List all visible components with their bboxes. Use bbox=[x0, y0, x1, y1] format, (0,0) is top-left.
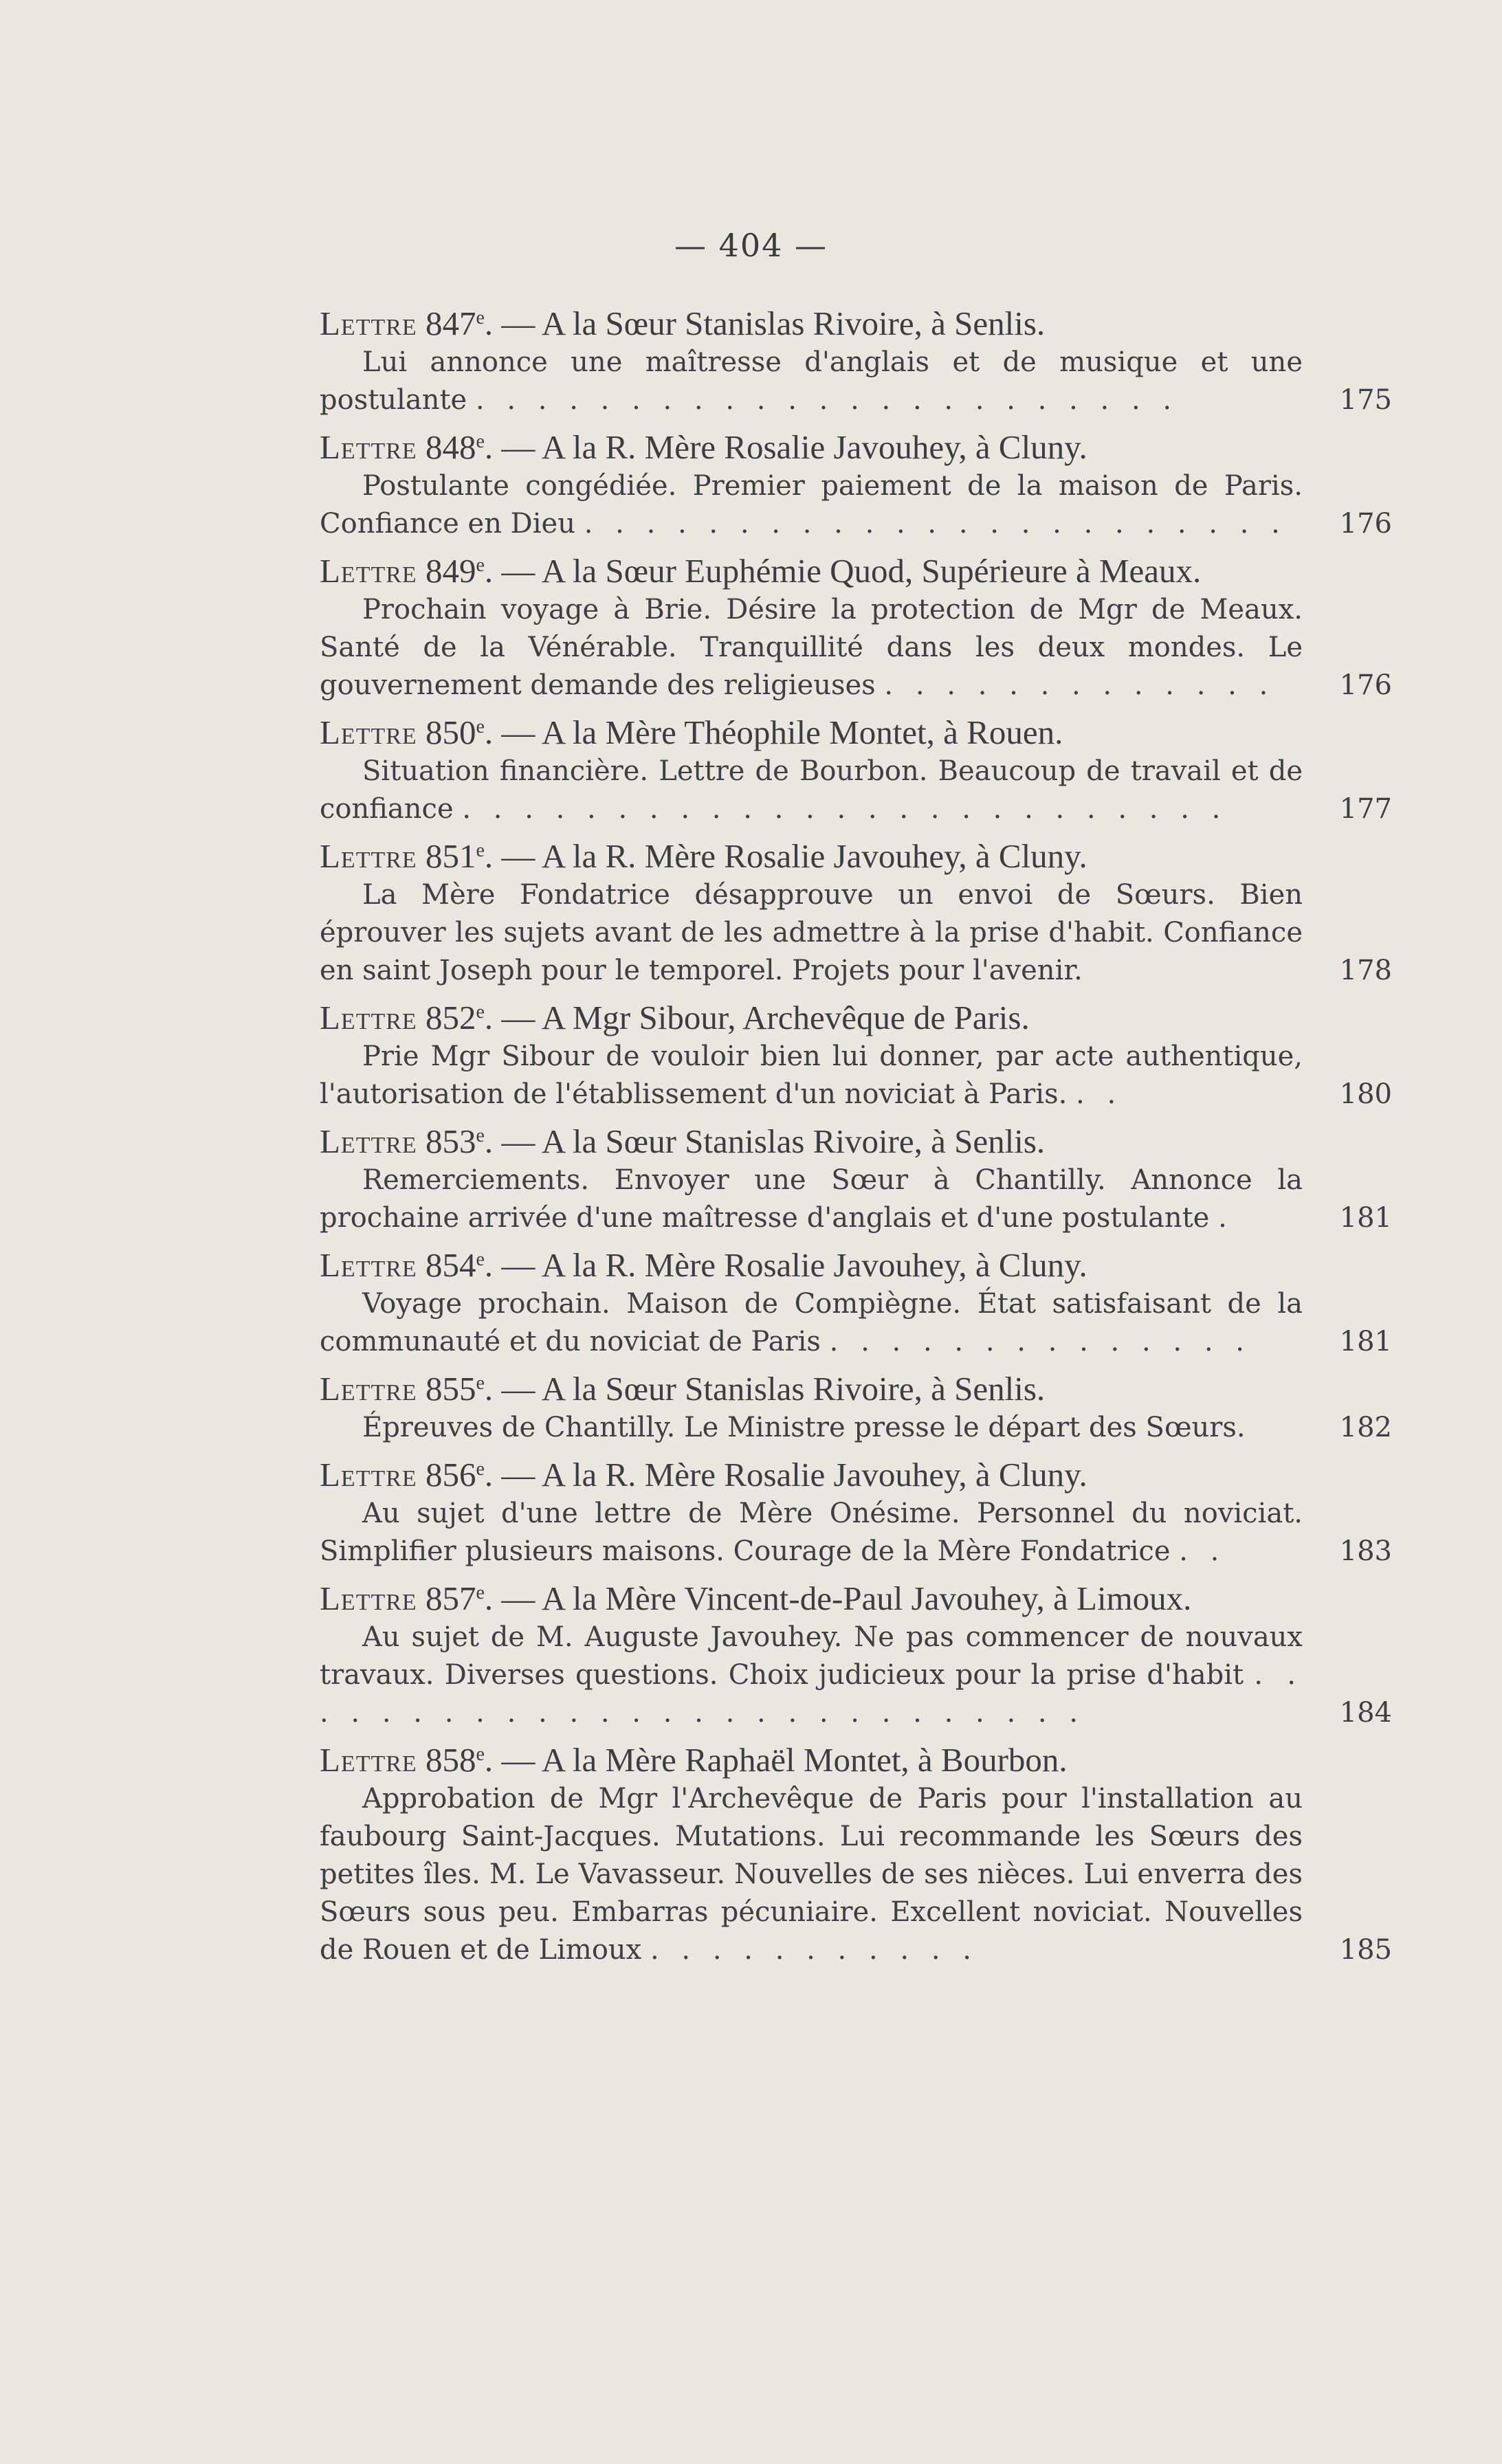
letter-heading bbox=[320, 990, 1392, 1038]
letter-number-suffix: e bbox=[476, 1001, 485, 1023]
letter-label: Lettre bbox=[320, 999, 417, 1036]
page-reference: 181 bbox=[1339, 1326, 1392, 1357]
letter-number-value: 852 bbox=[425, 999, 476, 1036]
letter-summary bbox=[320, 876, 1392, 990]
letter-number-value: 857 bbox=[425, 1579, 476, 1617]
letter-label: Lettre bbox=[320, 837, 417, 875]
dot-leader: . . . . . . . . . . . . . . . . . . . . . . . . . bbox=[462, 793, 1228, 825]
letter-summary bbox=[320, 1162, 1392, 1237]
letter-summary-block bbox=[320, 344, 1303, 419]
letter-number-suffix: e bbox=[476, 1582, 485, 1603]
letter-recipient: . — A Mgr Sibour, Archevêque de Paris. bbox=[484, 999, 1030, 1036]
toc-entry bbox=[320, 1570, 1392, 1732]
letter-summary bbox=[320, 1780, 1392, 1969]
letter-number-suffix: e bbox=[476, 307, 485, 329]
letter-label: Lettre bbox=[320, 1579, 417, 1617]
page-reference: 180 bbox=[1339, 1078, 1392, 1110]
letter-summary-text: Prie Mgr Sibour de vouloir bien lui donner, par acte authentique, l'autorisation de l'établissement d'un noviciat à Paris. bbox=[320, 1041, 1303, 1110]
letter-number bbox=[426, 1456, 485, 1494]
page-reference: 184 bbox=[1339, 1697, 1392, 1729]
letter-number bbox=[426, 552, 485, 590]
letter-summary-block bbox=[320, 876, 1303, 990]
letter-summary-text: Postulante congédiée. Premier paiement de la maison de Paris. Confiance en Dieu bbox=[320, 470, 1303, 540]
letter-summary bbox=[320, 1038, 1392, 1113]
letter-number bbox=[426, 1741, 485, 1779]
letter-number bbox=[426, 1246, 485, 1284]
letter-summary-text: Remerciements. Envoyer une Sœur à Chantilly. Annonce la prochaine arrivée d'une maîtresse d'anglais et d'une postulante bbox=[320, 1164, 1303, 1234]
letter-number bbox=[426, 1579, 485, 1617]
toc-entry bbox=[320, 419, 1392, 543]
letter-summary-block bbox=[320, 1162, 1303, 1237]
letter-number-suffix: e bbox=[476, 1125, 485, 1146]
letter-summary-block bbox=[320, 591, 1303, 704]
letter-summary bbox=[320, 591, 1392, 704]
letter-summary bbox=[320, 1495, 1392, 1570]
letter-summary-text: Au sujet de M. Auguste Javouhey. Ne pas commencer de nouvaux travaux. Diverses questions. Choix judicieux pour la prise d'habit bbox=[320, 1621, 1303, 1691]
page-reference: 177 bbox=[1339, 793, 1392, 825]
letter-number-value: 850 bbox=[425, 713, 476, 751]
toc-entry bbox=[320, 828, 1392, 990]
letter-number-value: 848 bbox=[425, 428, 476, 466]
toc-entry bbox=[320, 296, 1392, 419]
letter-number-value: 847 bbox=[425, 304, 476, 342]
letter-number-suffix: e bbox=[476, 555, 485, 576]
letter-summary-block bbox=[320, 1619, 1303, 1732]
letter-recipient: . — A la R. Mère Rosalie Javouhey, à Cluny. bbox=[484, 837, 1087, 875]
letter-summary-text: Au sujet d'une lettre de Mère Onésime. Personnel du noviciat. Simplifier plusieurs maisons. Courage de la Mère Fondatrice bbox=[320, 1498, 1303, 1567]
toc-entry bbox=[320, 1237, 1392, 1361]
letter-summary-text: Épreuves de Chantilly. Le Ministre presse le départ des Sœurs. bbox=[362, 1412, 1246, 1443]
letter-number bbox=[426, 1122, 485, 1160]
letter-label: Lettre bbox=[320, 428, 417, 466]
letter-heading bbox=[320, 1361, 1392, 1409]
letter-label: Lettre bbox=[320, 1246, 417, 1284]
page-reference: 182 bbox=[1339, 1412, 1392, 1443]
letter-summary-block bbox=[320, 1285, 1303, 1361]
letter-label: Lettre bbox=[320, 552, 417, 590]
letter-recipient: . — A la Mère Vincent-de-Paul Javouhey, à Limoux. bbox=[484, 1579, 1192, 1617]
letter-summary bbox=[320, 1619, 1392, 1732]
page-number: — 404 — bbox=[674, 227, 828, 264]
letter-number bbox=[426, 837, 485, 875]
page-reference: 176 bbox=[1339, 669, 1392, 701]
toc-entry bbox=[320, 1113, 1392, 1237]
letter-recipient: . — A la R. Mère Rosalie Javouhey, à Cluny. bbox=[484, 1456, 1087, 1494]
letter-summary-block bbox=[320, 467, 1303, 543]
toc-entry bbox=[320, 704, 1392, 828]
page-reference: 185 bbox=[1339, 1934, 1392, 1966]
page-reference: 175 bbox=[1339, 384, 1392, 416]
letter-summary-block bbox=[320, 1495, 1303, 1570]
letter-number-suffix: e bbox=[476, 840, 485, 861]
letter-heading bbox=[320, 543, 1392, 591]
letter-number bbox=[426, 1370, 485, 1408]
letter-summary bbox=[320, 753, 1392, 828]
letter-summary-text: La Mère Fondatrice désapprouve un envoi de Sœurs. Bien éprouver les sujets avant de les admettre à la prise d'habit. Confiance en saint Joseph pour le temporel. Projets pour l'avenir. bbox=[320, 879, 1303, 986]
letter-recipient: . — A la Sœur Euphémie Quod, Supérieure à Meaux. bbox=[484, 552, 1202, 590]
letter-recipient: . — A la Mère Raphaël Montet, à Bourbon. bbox=[484, 1741, 1068, 1779]
dot-leader: . . bbox=[1179, 1535, 1226, 1567]
letter-summary-block bbox=[320, 753, 1303, 828]
dot-leader: . . bbox=[1076, 1078, 1123, 1110]
letter-summary-block bbox=[320, 1409, 1303, 1447]
dot-leader: . . . . . . . . . . . bbox=[650, 1934, 978, 1966]
dot-leader: . . . . . . . . . . . . . . . . . . . . . . . . . . . bbox=[320, 1659, 1303, 1729]
letter-summary-block bbox=[320, 1038, 1303, 1113]
letter-summary bbox=[320, 467, 1392, 543]
letter-summary-block bbox=[320, 1780, 1303, 1969]
letter-recipient: . — A la Mère Théophile Montet, à Rouen. bbox=[484, 713, 1063, 751]
letter-heading bbox=[320, 419, 1392, 467]
letter-number-value: 856 bbox=[425, 1456, 476, 1494]
letter-heading bbox=[320, 1447, 1392, 1495]
letter-number bbox=[426, 999, 485, 1036]
letter-heading bbox=[320, 828, 1392, 876]
letter-number-suffix: e bbox=[476, 716, 485, 737]
letter-summary bbox=[320, 344, 1392, 419]
toc-entry bbox=[320, 543, 1392, 704]
toc-entry bbox=[320, 1447, 1392, 1570]
letter-recipient: . — A la R. Mère Rosalie Javouhey, à Cluny. bbox=[484, 428, 1087, 466]
letter-number-suffix: e bbox=[476, 431, 485, 452]
letter-label: Lettre bbox=[320, 1370, 417, 1408]
dot-leader: . . . . . . . . . . . . . . bbox=[829, 1326, 1251, 1357]
letter-number-suffix: e bbox=[476, 1249, 485, 1270]
letter-label: Lettre bbox=[320, 1456, 417, 1494]
dot-leader: . . . . . . . . . . . . . bbox=[884, 669, 1275, 701]
page-reference: 176 bbox=[1339, 508, 1392, 540]
letter-summary bbox=[362, 1409, 1392, 1447]
letter-heading bbox=[320, 704, 1392, 753]
toc-entry bbox=[320, 1732, 1392, 1969]
letter-summary-text: Lui annonce une maîtresse d'anglais et de musique et une postulante bbox=[320, 346, 1303, 416]
letter-recipient: . — A la Sœur Stanislas Rivoire, à Senlis. bbox=[484, 304, 1046, 342]
letter-number bbox=[426, 304, 485, 342]
toc-entry bbox=[320, 990, 1392, 1113]
letter-summary-text: Approbation de Mgr l'Archevêque de Paris pour l'installation au faubourg Saint-Jacques. Mutations. Lui recommande les Sœurs des petites îles. M. Le Vavasseur. Nouvelles de ses nièces. Lui enverra des Sœurs sous peu. Embarras pécuniaire. Excellent noviciat. Nouvelles de Rouen et de Limoux bbox=[320, 1783, 1303, 1966]
letter-number-value: 855 bbox=[425, 1370, 476, 1408]
toc-entry bbox=[320, 1361, 1392, 1447]
letter-summary-text: Situation financière. Lettre de Bourbon. Beaucoup de travail et de confiance bbox=[320, 755, 1303, 825]
page-reference: 183 bbox=[1339, 1535, 1392, 1567]
letter-recipient: . — A la Sœur Stanislas Rivoire, à Senlis. bbox=[484, 1122, 1046, 1160]
letter-number-value: 854 bbox=[425, 1246, 476, 1284]
letter-number-suffix: e bbox=[476, 1458, 485, 1480]
letter-heading bbox=[320, 296, 1392, 344]
letter-number bbox=[426, 713, 485, 751]
letter-summary-text: Voyage prochain. Maison de Compiègne. État satisfaisant de la communauté et du noviciat de Paris bbox=[320, 1288, 1303, 1357]
letter-number-value: 858 bbox=[425, 1741, 476, 1779]
letter-heading bbox=[320, 1732, 1392, 1780]
letter-number-suffix: e bbox=[476, 1744, 485, 1765]
page-reference: 178 bbox=[1339, 955, 1392, 986]
letter-number-suffix: e bbox=[476, 1373, 485, 1394]
letter-number-value: 851 bbox=[425, 837, 476, 875]
letter-label: Lettre bbox=[320, 713, 417, 751]
letter-summary bbox=[320, 1285, 1392, 1361]
page-reference: 181 bbox=[1339, 1202, 1392, 1234]
letter-summary-text: Prochain voyage à Brie. Désire la protection de Mgr de Meaux. Santé de la Vénérable. Tranquillité dans les deux mondes. Le gouvernement demande des religieuses bbox=[320, 594, 1303, 701]
table-of-contents bbox=[320, 296, 1392, 1969]
letter-label: Lettre bbox=[320, 1122, 417, 1160]
dot-leader: . bbox=[1218, 1202, 1234, 1234]
letter-label: Lettre bbox=[320, 304, 417, 342]
letter-heading bbox=[320, 1113, 1392, 1162]
letter-recipient: . — A la Sœur Stanislas Rivoire, à Senlis. bbox=[484, 1370, 1046, 1408]
letter-number-value: 849 bbox=[425, 552, 476, 590]
letter-number-value: 853 bbox=[425, 1122, 476, 1160]
letter-number bbox=[426, 428, 485, 466]
letter-recipient: . — A la R. Mère Rosalie Javouhey, à Cluny. bbox=[484, 1246, 1087, 1284]
dot-leader: . . . . . . . . . . . . . . . . . . . . . . . bbox=[584, 508, 1287, 540]
letter-label: Lettre bbox=[320, 1741, 417, 1779]
letter-heading bbox=[320, 1570, 1392, 1619]
letter-heading bbox=[320, 1237, 1392, 1285]
dot-leader: . . . . . . . . . . . . . . . . . . . . . . . bbox=[475, 384, 1179, 416]
